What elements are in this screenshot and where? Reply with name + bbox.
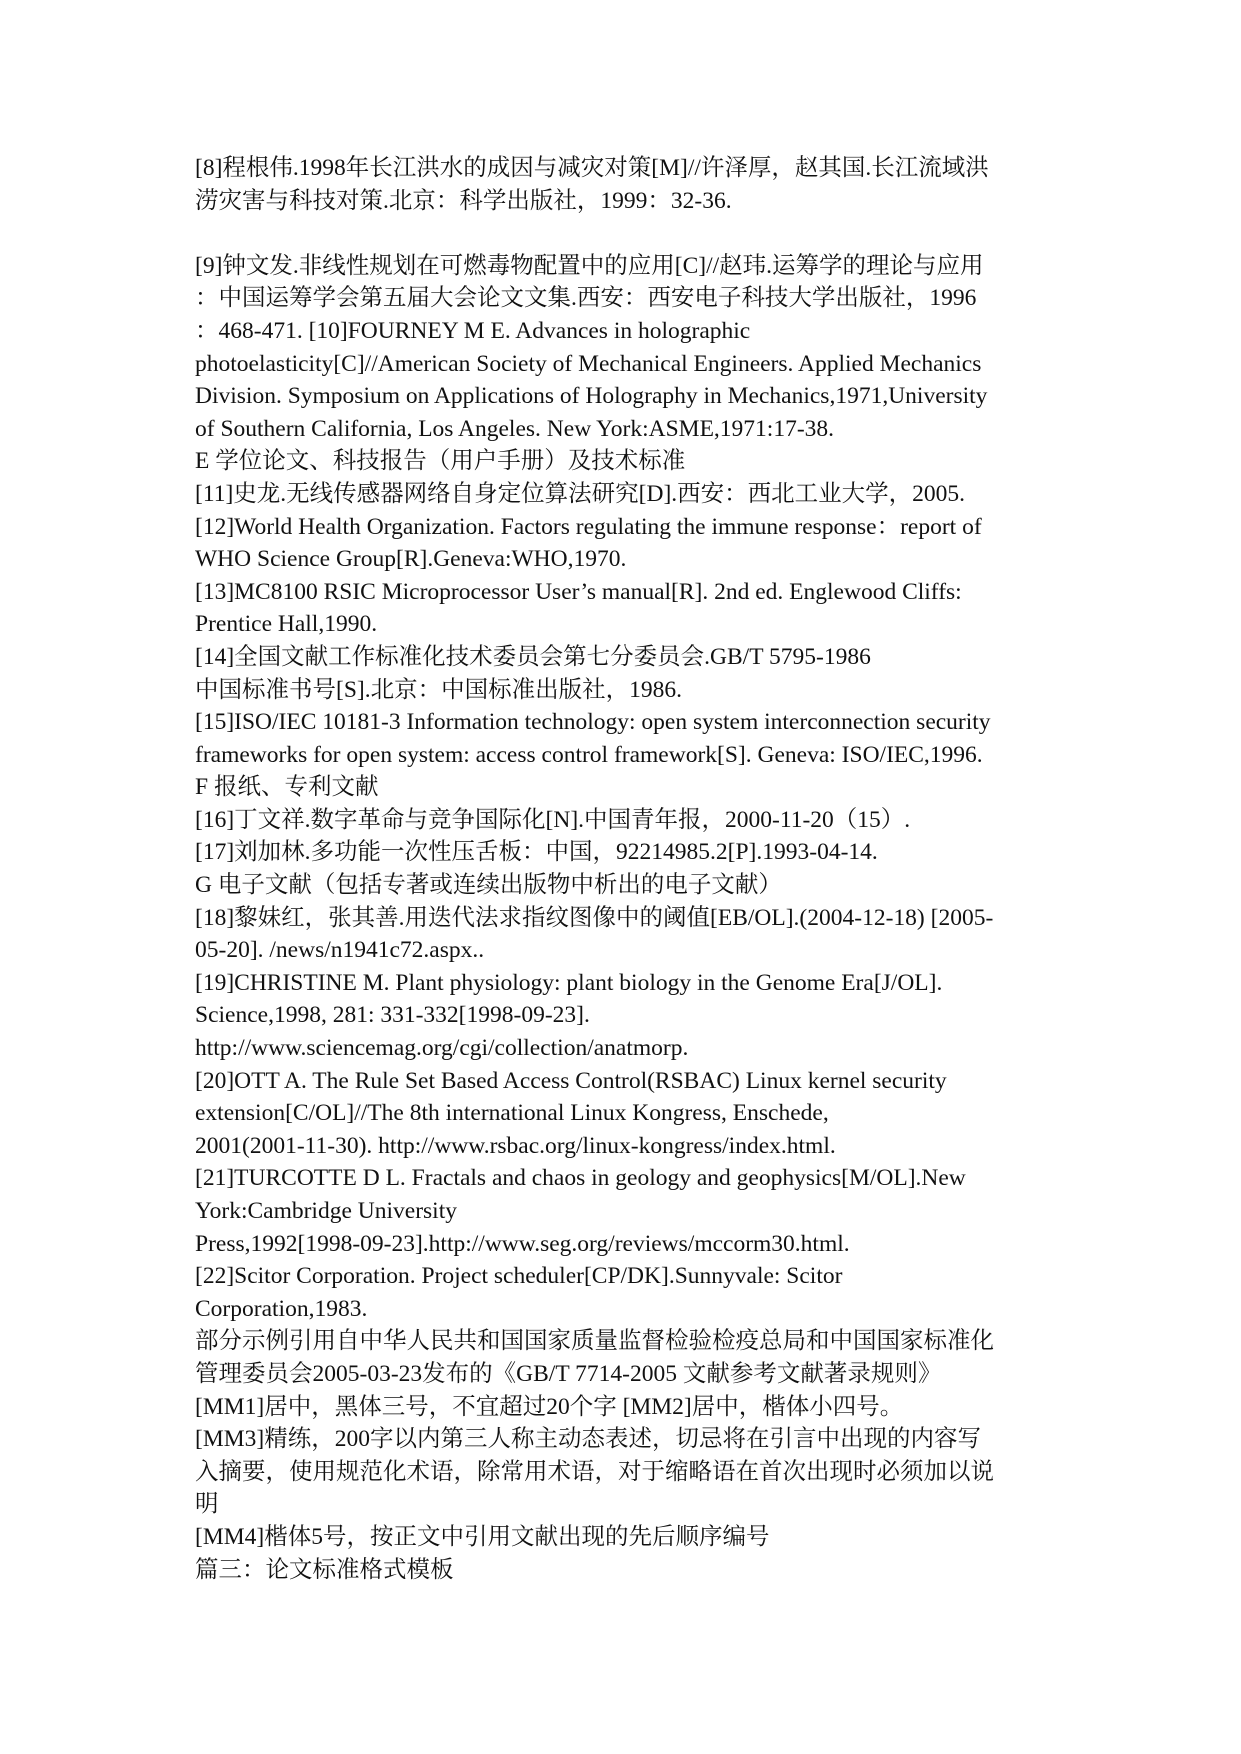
text-line: [22]Scitor Corporation. Project scheduler[CP/DK].Sunnyvale: Scitor — [195, 1263, 843, 1290]
text-line: 2001(2001-11-30). http://www.rsbac.org/linux-kongress/index.html. — [195, 1132, 836, 1159]
text-line: [16]丁文祥.数字革命与竞争国际化[N].中国青年报，2000-11-20（15）. — [195, 806, 911, 833]
text-line: Corporation,1983. — [195, 1295, 368, 1322]
text-line: 部分示例引用自中华人民共和国国家质量监督检验检疫总局和中国国家标准化 — [195, 1328, 994, 1355]
text-line: [17]刘加林.多功能一次性压舌板：中国，92214985.2[P].1993-04-14. — [195, 839, 878, 866]
text-line: 管理委员会2005-03-23发布的《GB/T 7714-2005 文献参考文献著录规则》 — [195, 1360, 942, 1387]
comment-line: 入摘要，使用规范化术语，除常用术语，对于缩略语在首次出现时必须加以说 — [195, 1458, 994, 1485]
text-line: photoelasticity[C]//American Society of Mechanical Engineers. Applied Mechanics — [195, 350, 982, 377]
text-line: [13]MC8100 RSIC Microprocessor User’s manual[R]. 2nd ed. Englewood Cliffs: — [195, 578, 962, 605]
text-line: Prentice Hall,1990. — [195, 611, 378, 638]
text-line: [9]钟文发.非线性规划在可燃毒物配置中的应用[C]//赵玮.运筹学的理论与应用 — [195, 252, 984, 279]
text-line: ：468-471. [10]FOURNEY M E. Advances in holographic — [195, 317, 751, 344]
comment-line: [MM3]精练，200字以内第三人称主动态表述，切忌将在引言中出现的内容写 — [195, 1426, 981, 1453]
text-line: [12]World Health Organization. Factors regulating the immune response：report of — [195, 513, 982, 540]
text-line: frameworks for open system: access control framework[S]. Geneva: ISO/IEC,1996. — [195, 741, 983, 768]
text-line: [14]全国文献工作标准化技术委员会第七分委员会.GB/T 5795-1986 — [195, 643, 871, 670]
text-line: [19]CHRISTINE M. Plant physiology: plant biology in the Genome Era[J/OL]. — [195, 969, 943, 996]
text-line: [11]史龙.无线传感器网络自身定位算法研究[D].西安：西北工业大学，2005. — [195, 480, 966, 507]
text-line: [20]OTT A. The Rule Set Based Access Control(RSBAC) Linux kernel security — [195, 1067, 947, 1094]
text-line: York:Cambridge University — [195, 1198, 457, 1224]
document-page — [195, 152, 1065, 1586]
text-line: of Southern California, Los Angeles. New York:ASME,1971:17-38. — [195, 415, 835, 442]
section-heading: E 学位论文、科技报告（用户手册）及技术标准 — [195, 448, 686, 475]
text-line: 涝灾害与科技对策.北京：科学出版社，1999：32-36. — [195, 187, 732, 214]
text-line: extension[C/OL]//The 8th international Linux Kongress, Enschede, — [195, 1100, 829, 1127]
text-line: [15]ISO/IEC 10181-3 Information technology: open system interconnection security — [195, 709, 991, 736]
text-line: [18]黎妹红，张其善.用迭代法求指纹图像中的阈值[EB/OL].(2004-12-18) [2005- — [195, 904, 994, 931]
text-line: http://www.sciencemag.org/cgi/collection/anatmorp. — [195, 1035, 689, 1062]
comment-line: 明 — [195, 1491, 219, 1518]
text-line: ：中国运筹学会第五届大会论文文集.西安：西安电子科技大学出版社，1996 — [195, 285, 977, 312]
text-line: Division. Symposium on Applications of Holography in Mechanics,1971,University — [195, 383, 988, 410]
text-line: Science,1998, 281: 331-332[1998-09-23]. — [195, 1002, 590, 1029]
text-line: [21]TURCOTTE D L. Fractals and chaos in geology and geophysics[M/OL].New — [195, 1165, 966, 1192]
section-heading: F 报纸、专利文献 — [195, 774, 379, 801]
section-heading: 篇三：论文标准格式模板 — [195, 1556, 454, 1583]
section-heading: G 电子文献（包括专著或连续出版物中析出的电子文献） — [195, 872, 782, 899]
text-line: 中国标准书号[S].北京：中国标准出版社，1986. — [195, 676, 682, 703]
text-line: 05-20]. /news/n1941c72.aspx.. — [195, 937, 485, 964]
text-line: [8]程根伟.1998年长江洪水的成因与减灾对策[M]//许泽厚，赵其国.长江流域洪 — [195, 155, 989, 181]
comment-line: [MM1]居中，黑体三号，不宜超过20个字 [MM2]居中，楷体小四号。 — [195, 1393, 904, 1420]
blank-line — [195, 217, 1065, 250]
comment-line: [MM4]楷体5号，按正文中引用文献出现的先后顺序编号 — [195, 1523, 770, 1550]
text-line: Press,1992[1998-09-23].http://www.seg.org/reviews/mccorm30.html. — [195, 1230, 850, 1257]
text-line: WHO Science Group[R].Geneva:WHO,1970. — [195, 546, 627, 573]
